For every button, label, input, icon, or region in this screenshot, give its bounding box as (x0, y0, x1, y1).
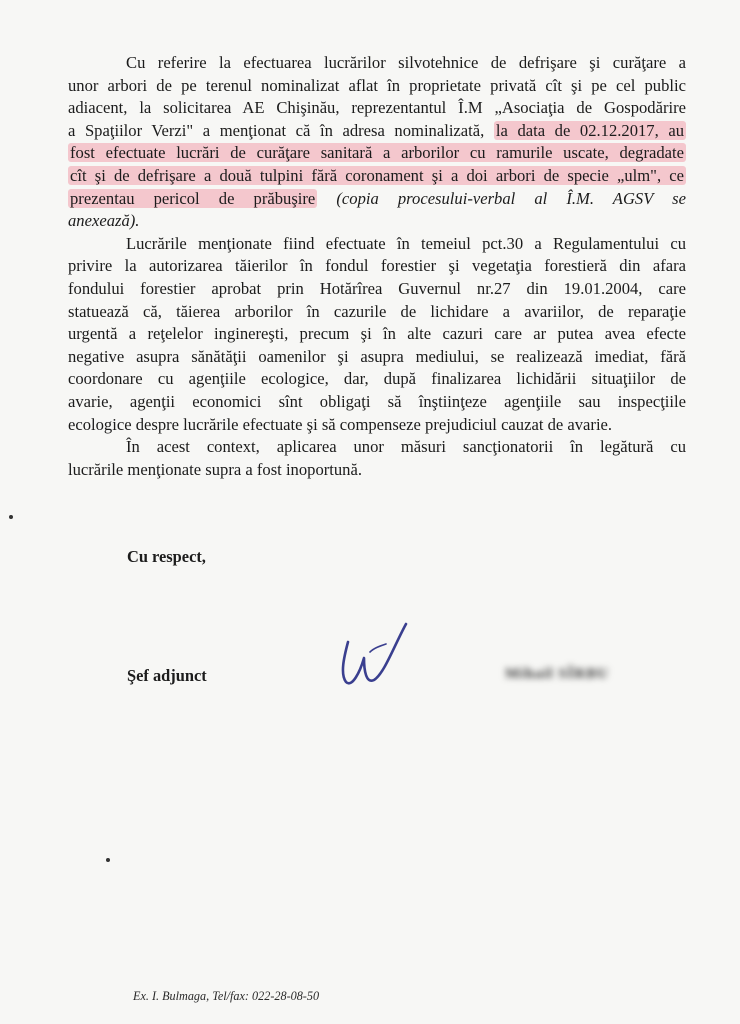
scan-speck (106, 858, 110, 862)
p1-line-8: anexează). (68, 211, 140, 231)
p1-line-4-text: a Spaţiilor Verzi" a menţionat că în adresa nominalizată, (68, 120, 485, 140)
p1-italic-note: (copia procesului-verbal al Î.M. AGSV se (336, 188, 686, 208)
p2-line-1: Lucrările menţionate fiind efectuate în temeiul pct.30 a Regulamentului cu (126, 233, 686, 253)
p1-line-6 (68, 165, 686, 188)
scan-speck (9, 515, 13, 519)
closing-salutation: Cu respect, (127, 547, 206, 566)
highlighted-line-7: prezentau pericol de prăbuşire (70, 188, 316, 208)
highlighted-line-5: fost efectuate lucrări de curăţare sanitară a arborilor cu ramurile uscate, degradate (70, 143, 684, 163)
p1-line-7 (68, 188, 686, 211)
signatory-name-blurred: Mihail SÎRBU (505, 666, 610, 682)
letter-body (68, 52, 686, 481)
p3-line-2: lucrările menţionate supra a fost inoportună. (68, 459, 362, 479)
signatory-role: Şef adjunct (127, 666, 207, 685)
handwritten-signature (330, 612, 420, 702)
p2-line-6: negative asupra sănătăţii oamenilor şi asupra mediului, se realizează imediat, fără (68, 346, 686, 366)
p3-line-1: În acest context, aplicarea unor măsuri sancţionatorii în legătură cu (126, 437, 686, 457)
p2-line-4: statuează că, tăierea arborilor în cazurile de lichidare a avariilor, de reparaţie (68, 301, 686, 321)
p2-line-7: coordonare cu agenţiile ecologice, dar, după finalizarea lichidării situaţiilor de (68, 369, 686, 389)
p1-line-2: unor arbori de pe terenul nominalizat aflat în proprietate privată cît şi pe cel public (68, 75, 686, 95)
p2-line-3: fondului forestier aprobat prin Hotărîrea Guvernul nr.27 din 19.01.2004, care (68, 278, 686, 298)
p2-line-9: ecologice despre lucrările efectuate şi să compenseze prejudiciul cauzat de avarie. (68, 414, 613, 434)
p2-line-2: privire la autorizarea tăierilor în fondul forestier şi vegetaţia forestieră din afara (68, 256, 686, 276)
p1-line-3: adiacent, la solicitarea AE Chişinău, reprezentantul Î.M „Asociaţia de Gospodărire (68, 98, 686, 118)
p1-line-5 (68, 142, 686, 165)
p2-line-8: avarie, agenţii economici sînt obligaţi să înştiinţeze agenţiile sau inspecţiile (68, 391, 686, 411)
highlighted-date: la data de 02.12.2017, au (495, 120, 684, 140)
p2-line-5: urgentă a reţelelor inginereşti, precum şi în alte cazuri care ar putea avea efecte (68, 324, 686, 344)
p1-line-1: Cu referire la efectuarea lucrărilor silvotehnice de defrişare şi curăţare a (126, 53, 686, 72)
executor-footer: Ex. I. Bulmaga, Tel/fax: 022-28-08-50 (133, 989, 320, 1003)
highlighted-line-6: cît şi de defrişare a două tulpini fără coronament şi a doi arbori de specie „ulm", ce (70, 165, 684, 185)
p1-line-4 (68, 120, 686, 143)
